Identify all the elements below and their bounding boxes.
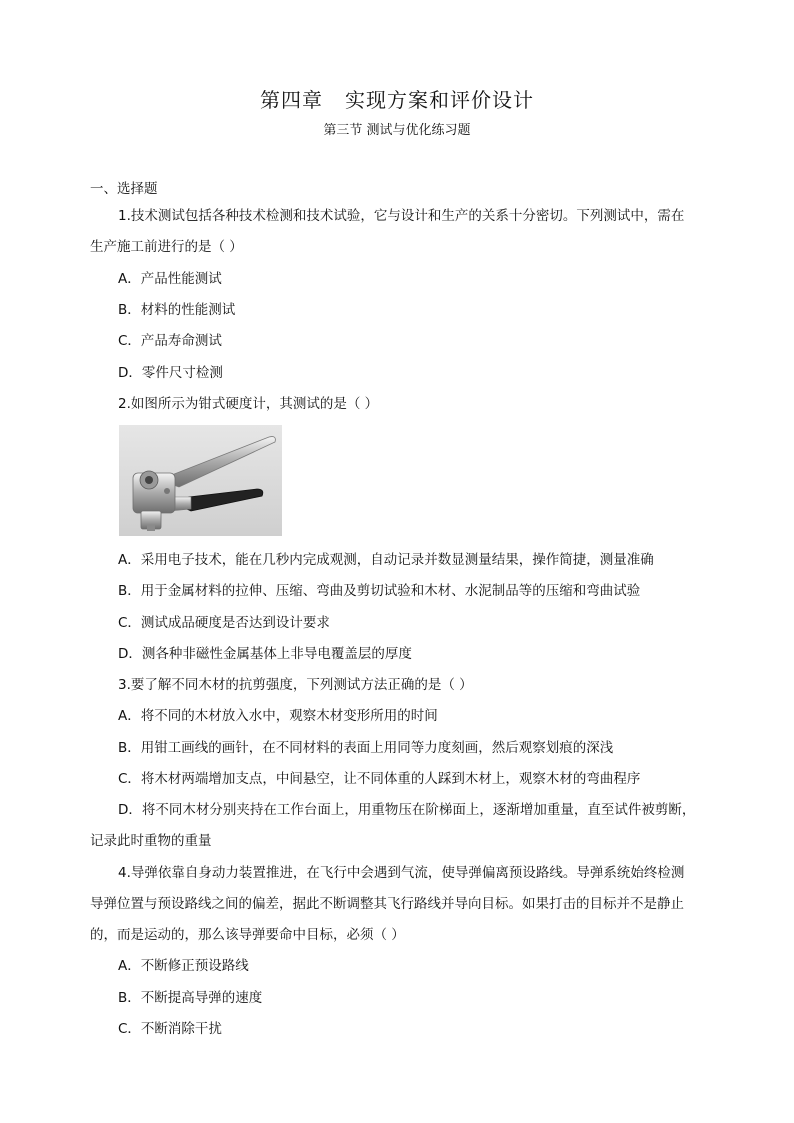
section-heading: 一、选择题 (90, 181, 158, 197)
question-1-option-b: B．材料的性能测试 (118, 302, 236, 318)
section-subtitle: 第三节 测试与优化练习题 (323, 123, 471, 138)
chapter-title (0, 84, 794, 113)
question-1-option-c: C．产品寿命测试 (118, 333, 222, 349)
question-3-option-b: B．用钳工画线的画针，在不同材料的表面上用同等力度刻画，然后观察划痕的深浅 (118, 740, 614, 756)
question-2-option-b: B．用于金属材料的拉伸、压缩、弯曲及剪切试验和木材、水泥制品等的压缩和弯曲试验 (118, 583, 641, 599)
chapter-name: 实现方案和评价设计 (345, 88, 534, 112)
question-2-option-d: D．测各种非磁性金属基体上非导电覆盖层的厚度 (118, 646, 412, 662)
question-1-option-a: A．产品性能测试 (118, 271, 222, 287)
question-4-stem-line-2: 导弹位置与预设路线之间的偏差，据此不断调整其飞行路线并导向目标。如果打击的目标并不是静止 (90, 896, 684, 912)
question-2-option-a: A．采用电子技术，能在几秒内完成观测，自动记录并数显测量结果，操作简捷，测量准确 (118, 552, 654, 568)
question-2-option-c: C．测试成品硬度是否达到设计要求 (118, 615, 330, 631)
question-1-stem-line-2: 生产施工前进行的是（ ） (90, 239, 243, 255)
question-3-stem: 3.要了解不同木材的抗剪强度，下列测试方法正确的是（ ） (118, 677, 473, 693)
plier-hardness-tester-image (119, 425, 282, 536)
question-3-option-c: C．将木材两端增加支点，中间悬空，让不同体重的人踩到木材上，观察木材的弯曲程序 (118, 771, 641, 787)
question-3-option-d-continued: 记录此时重物的重量 (90, 833, 212, 849)
question-4-stem-line-1: 4.导弹依靠自身动力装置推进，在飞行中会遇到气流，使导弹偏离预设路线。导弹系统始终检测 (118, 865, 685, 881)
question-1-stem-line-1: 1.技术测试包括各种技术检测和技术试验，它与设计和生产的关系十分密切。下列测试中，需在 (118, 208, 685, 224)
question-1-option-d: D．零件尺寸检测 (118, 365, 223, 381)
question-4-stem-line-3: 的，而是运动的，那么该导弹要命中目标，必须（ ） (90, 927, 405, 943)
chapter-number: 第四章 (260, 88, 323, 112)
question-4-option-c: C．不断消除干扰 (118, 1021, 222, 1037)
question-4-option-a: A．不断修正预设路线 (118, 958, 249, 974)
question-3-option-d: D．将不同木材分别夹持在工作台面上，用重物压在阶梯面上，逐渐增加重量，直至试件被剪断， (118, 802, 696, 818)
question-3-option-a: A．将不同的木材放入水中，观察木材变形所用的时间 (118, 708, 438, 724)
plier-hardness-tester-illustration (119, 425, 282, 536)
question-4-option-b: B．不断提高导弹的速度 (118, 990, 263, 1006)
question-2-stem: 2.如图所示为钳式硬度计，其测试的是（ ） (118, 396, 379, 412)
